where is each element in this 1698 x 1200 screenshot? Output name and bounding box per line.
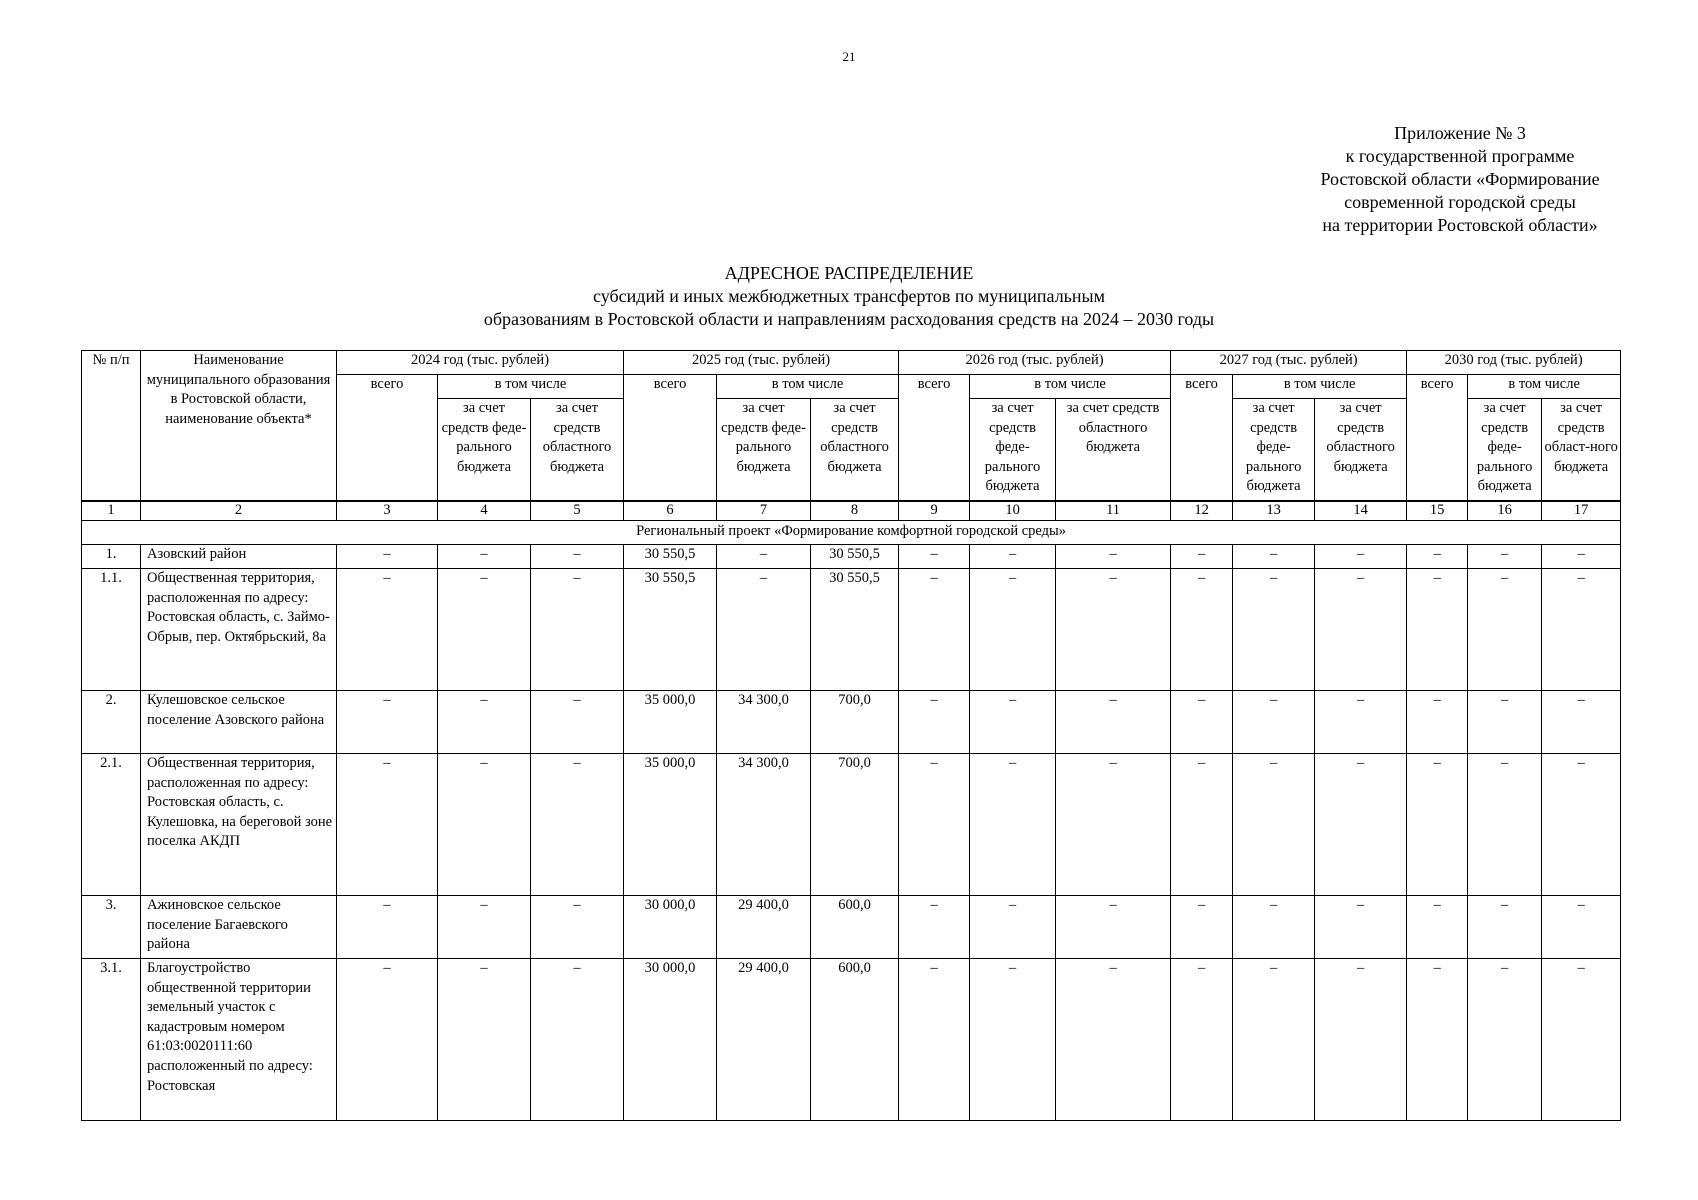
cell-value: – [970, 754, 1056, 896]
row-name: Общественная территория, расположенная по адресу: Ростовская область, с. Займо-Обрыв, пер. Октябрьский, 8а [141, 569, 337, 691]
cell-value: – [1233, 545, 1315, 569]
document-title [300, 262, 1398, 331]
cell-value: – [1056, 959, 1171, 1121]
row-number: 3.1. [82, 959, 141, 1121]
cell-value: 29 400,0 [717, 896, 811, 959]
header-total: всего [899, 375, 970, 501]
cell-value: – [1468, 691, 1542, 754]
cell-value: 700,0 [811, 754, 899, 896]
cell-value: 30 550,5 [624, 569, 717, 691]
cell-value: – [337, 959, 438, 1121]
appendix-line: Приложение № 3 [1394, 123, 1526, 143]
cell-value: 30 550,5 [624, 545, 717, 569]
cell-value: – [1171, 754, 1233, 896]
cell-value: – [1407, 691, 1468, 754]
appendix-line: современной городской среды [1344, 192, 1576, 212]
cell-value: – [531, 545, 624, 569]
cell-value: – [1407, 896, 1468, 959]
cell-value: 30 550,5 [811, 545, 899, 569]
column-number: 16 [1468, 501, 1542, 521]
cell-value: – [1056, 896, 1171, 959]
cell-value: – [1233, 754, 1315, 896]
header-num-col: № п/п [82, 351, 141, 501]
cell-value: – [438, 569, 531, 691]
cell-value: – [337, 691, 438, 754]
cell-value: – [1056, 691, 1171, 754]
row-name: Азовский район [141, 545, 337, 569]
column-number: 5 [531, 501, 624, 521]
header-regional: за счет средств областного бюджета [531, 399, 624, 501]
cell-value: – [337, 896, 438, 959]
cell-value: – [717, 545, 811, 569]
cell-value: 34 300,0 [717, 691, 811, 754]
header-federal: за счет средств феде-рального бюджета [1468, 399, 1542, 501]
cell-value: – [899, 545, 970, 569]
cell-value: – [1171, 569, 1233, 691]
cell-value: – [1407, 959, 1468, 1121]
cell-value: – [1171, 691, 1233, 754]
cell-value: – [337, 569, 438, 691]
cell-value: – [1315, 691, 1407, 754]
cell-value: – [1468, 545, 1542, 569]
row-name: Кулешовское сельское поселение Азовского района [141, 691, 337, 754]
cell-value: – [1407, 754, 1468, 896]
cell-value: – [899, 691, 970, 754]
cell-value: – [970, 545, 1056, 569]
column-numbers-row [82, 501, 1621, 521]
header-federal: за счет средств феде-рального бюджета [970, 399, 1056, 501]
cell-value: – [1233, 691, 1315, 754]
cell-value: – [1407, 569, 1468, 691]
title-line-1: АДРЕСНОЕ РАСПРЕДЕЛЕНИЕ [724, 263, 974, 283]
cell-value: 30 550,5 [811, 569, 899, 691]
cell-value: – [970, 569, 1056, 691]
header-federal: за счет средств феде-рального бюджета [1233, 399, 1315, 501]
header-federal: за счет средств феде-рального бюджета [717, 399, 811, 501]
distribution-table [81, 350, 1621, 1121]
cell-value: – [1542, 569, 1621, 691]
column-number: 12 [1171, 501, 1233, 521]
table-row [82, 959, 1621, 1121]
header-including: в том числе [970, 375, 1171, 399]
header-year: 2026 год (тыс. рублей) [899, 351, 1171, 375]
header-year: 2030 год (тыс. рублей) [1407, 351, 1621, 375]
header-total: всего [1407, 375, 1468, 501]
row-number: 1. [82, 545, 141, 569]
cell-value: 30 000,0 [624, 959, 717, 1121]
header-federal: за счет средств феде-рального бюджета [438, 399, 531, 501]
cell-value: – [1171, 959, 1233, 1121]
cell-value: – [1468, 896, 1542, 959]
cell-value: – [1233, 896, 1315, 959]
cell-value: – [1171, 545, 1233, 569]
cell-value: – [438, 896, 531, 959]
cell-value: – [1542, 545, 1621, 569]
cell-value: – [1056, 754, 1171, 896]
cell-value: – [531, 691, 624, 754]
header-year: 2024 год (тыс. рублей) [337, 351, 624, 375]
column-number: 13 [1233, 501, 1315, 521]
row-number: 2.1. [82, 754, 141, 896]
cell-value: – [438, 959, 531, 1121]
header-year: 2025 год (тыс. рублей) [624, 351, 899, 375]
cell-value: – [438, 754, 531, 896]
row-number: 1.1. [82, 569, 141, 691]
cell-value: 700,0 [811, 691, 899, 754]
appendix-line: к государственной программе [1345, 146, 1575, 166]
cell-value: – [1468, 754, 1542, 896]
cell-value: – [1315, 545, 1407, 569]
header-regional: за счет средств областного бюджета [1315, 399, 1407, 501]
cell-value: 35 000,0 [624, 691, 717, 754]
cell-value: 29 400,0 [717, 959, 811, 1121]
column-number: 2 [141, 501, 337, 521]
column-number: 8 [811, 501, 899, 521]
cell-value: – [970, 896, 1056, 959]
column-number: 1 [82, 501, 141, 521]
header-regional: за счет средств област-ного бюджета [1542, 399, 1621, 501]
row-name: Ажиновское сельское поселение Багаевского района [141, 896, 337, 959]
column-number: 9 [899, 501, 970, 521]
section-title: Региональный проект «Формирование комфортной городской среды» [82, 521, 1621, 545]
cell-value: – [1407, 545, 1468, 569]
row-name: Общественная территория, расположенная по адресу: Ростовская область, с. Кулешовка, на береговой зоне поселка АКДП [141, 754, 337, 896]
row-number: 2. [82, 691, 141, 754]
cell-value: – [1542, 896, 1621, 959]
header-regional: за счет средств областного бюджета [1056, 399, 1171, 501]
cell-value: – [337, 545, 438, 569]
column-number: 10 [970, 501, 1056, 521]
cell-value: 600,0 [811, 959, 899, 1121]
cell-value: – [1171, 896, 1233, 959]
header-total: всего [624, 375, 717, 501]
cell-value: – [1315, 896, 1407, 959]
cell-value: – [1315, 569, 1407, 691]
header-including: в том числе [1468, 375, 1621, 399]
cell-value: – [438, 545, 531, 569]
cell-value: – [899, 959, 970, 1121]
cell-value: 34 300,0 [717, 754, 811, 896]
column-number: 6 [624, 501, 717, 521]
cell-value: – [1056, 545, 1171, 569]
cell-value: 35 000,0 [624, 754, 717, 896]
cell-value: – [899, 754, 970, 896]
table-row [82, 754, 1621, 896]
cell-value: – [717, 569, 811, 691]
cell-value: – [899, 896, 970, 959]
title-line-2: субсидий и иных межбюджетных трансфертов по муниципальным [592, 286, 1106, 306]
header-name-col: Наименование муниципального образования в Ростовской области, наименование объекта* [141, 351, 337, 501]
cell-value: – [438, 691, 531, 754]
header-including: в том числе [438, 375, 624, 399]
cell-value: – [531, 569, 624, 691]
appendix-line: Ростовской области «Формирование [1320, 169, 1600, 189]
table-row [82, 896, 1621, 959]
cell-value: – [970, 691, 1056, 754]
row-name: Благоустройство общественной территории земельный участок с кадастровым номером 61:03:0020111:60 расположенный по адресу: Ростовская [141, 959, 337, 1121]
header-total: всего [337, 375, 438, 501]
cell-value: – [531, 959, 624, 1121]
cell-value: – [1315, 754, 1407, 896]
cell-value: 30 000,0 [624, 896, 717, 959]
cell-value: – [531, 896, 624, 959]
cell-value: – [1233, 959, 1315, 1121]
header-total: всего [1171, 375, 1233, 501]
page-number: 21 [842, 49, 856, 64]
column-number: 14 [1315, 501, 1407, 521]
cell-value: – [1542, 959, 1621, 1121]
cell-value: 600,0 [811, 896, 899, 959]
header-regional: за счет средств областного бюджета [811, 399, 899, 501]
column-number: 7 [717, 501, 811, 521]
cell-value: – [970, 959, 1056, 1121]
table-row [82, 569, 1621, 691]
appendix-line: на территории Ростовской области» [1322, 215, 1598, 235]
title-line-3: образованиям в Ростовской области и направлениям расходования средств на 2024 – 2030 годы [483, 309, 1215, 329]
cell-value: – [1542, 691, 1621, 754]
column-number: 15 [1407, 501, 1468, 521]
cell-value: – [1542, 754, 1621, 896]
column-number: 4 [438, 501, 531, 521]
column-number: 11 [1056, 501, 1171, 521]
cell-value: – [1056, 569, 1171, 691]
table-row [82, 691, 1621, 754]
cell-value: – [531, 754, 624, 896]
header-including: в том числе [717, 375, 899, 399]
appendix-block [1290, 122, 1630, 237]
cell-value: – [1233, 569, 1315, 691]
row-number: 3. [82, 896, 141, 959]
cell-value: – [899, 569, 970, 691]
header-including: в том числе [1233, 375, 1407, 399]
cell-value: – [1315, 959, 1407, 1121]
cell-value: – [1468, 959, 1542, 1121]
column-number: 3 [337, 501, 438, 521]
column-number: 17 [1542, 501, 1621, 521]
cell-value: – [337, 754, 438, 896]
cell-value: – [1468, 569, 1542, 691]
table-row [82, 545, 1621, 569]
header-year: 2027 год (тыс. рублей) [1171, 351, 1407, 375]
